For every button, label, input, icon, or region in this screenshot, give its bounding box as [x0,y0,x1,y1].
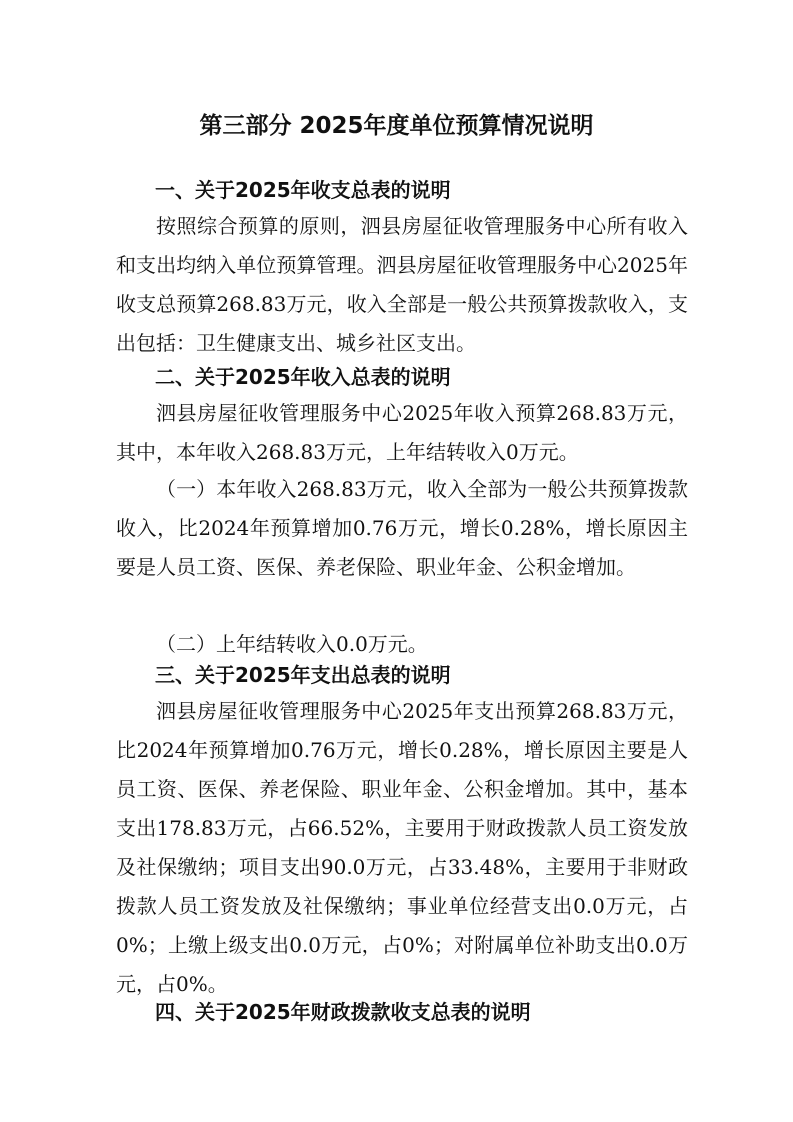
section-4-heading: 四、关于2025年财政拨款收支总表的说明 [155,1000,531,1024]
section-2-paragraph-1: 泗县房屋征收管理服务中心2025年收入预算268.83万元，其中，本年收入268.83万元，上年结转收入0万元。 [116,401,688,464]
section-2-paragraph-2: （一）本年收入268.83万元，收入全部为一般公共预算拨款收入，比2024年预算增加0.76万元，增长0.28%，增长原因主要是人员工资、医保、养老保险、职业年金、公积金增加。 [116,477,688,579]
section-1-paragraph-1: 按照综合预算的原则，泗县房屋征收管理服务中心所有收入和支出均纳入单位预算管理。泗县房屋征收管理服务中心2025年收支总预算268.83万元，收入全部是一般公共预算拨款收入，支出包括：卫生健康支出、城乡社区支出。 [116,214,688,355]
section-1-heading: 一、关于2025年收支总表的说明 [155,178,451,202]
section-2-heading: 二、关于2025年收入总表的说明 [155,365,451,389]
section-3-heading: 三、关于2025年支出总表的说明 [155,663,451,687]
page-title: 第三部分 2025年度单位预算情况说明 [199,113,594,139]
section-2-paragraph-3: （二）上年结转收入0.0万元。 [156,632,428,656]
section-3-paragraph-1: 泗县房屋征收管理服务中心2025年支出预算268.83万元，比2024年预算增加0.76万元，增长0.28%，增长原因主要是人员工资、医保、养老保险、职业年金、公积金增加。其中，基本支出178.83万元，占66.52%，主要用于财政拨款人员工资发放及社保缴纳；项目支出90.0万元，占33.48%，主要用于非财政拨款人员工资发放及社保缴纳；事业单位经营支出0.0万元，占0%；上缴上级支出0.0万元，占0%；对附属单位补助支出0.0万元，占0%。 [116,699,688,996]
